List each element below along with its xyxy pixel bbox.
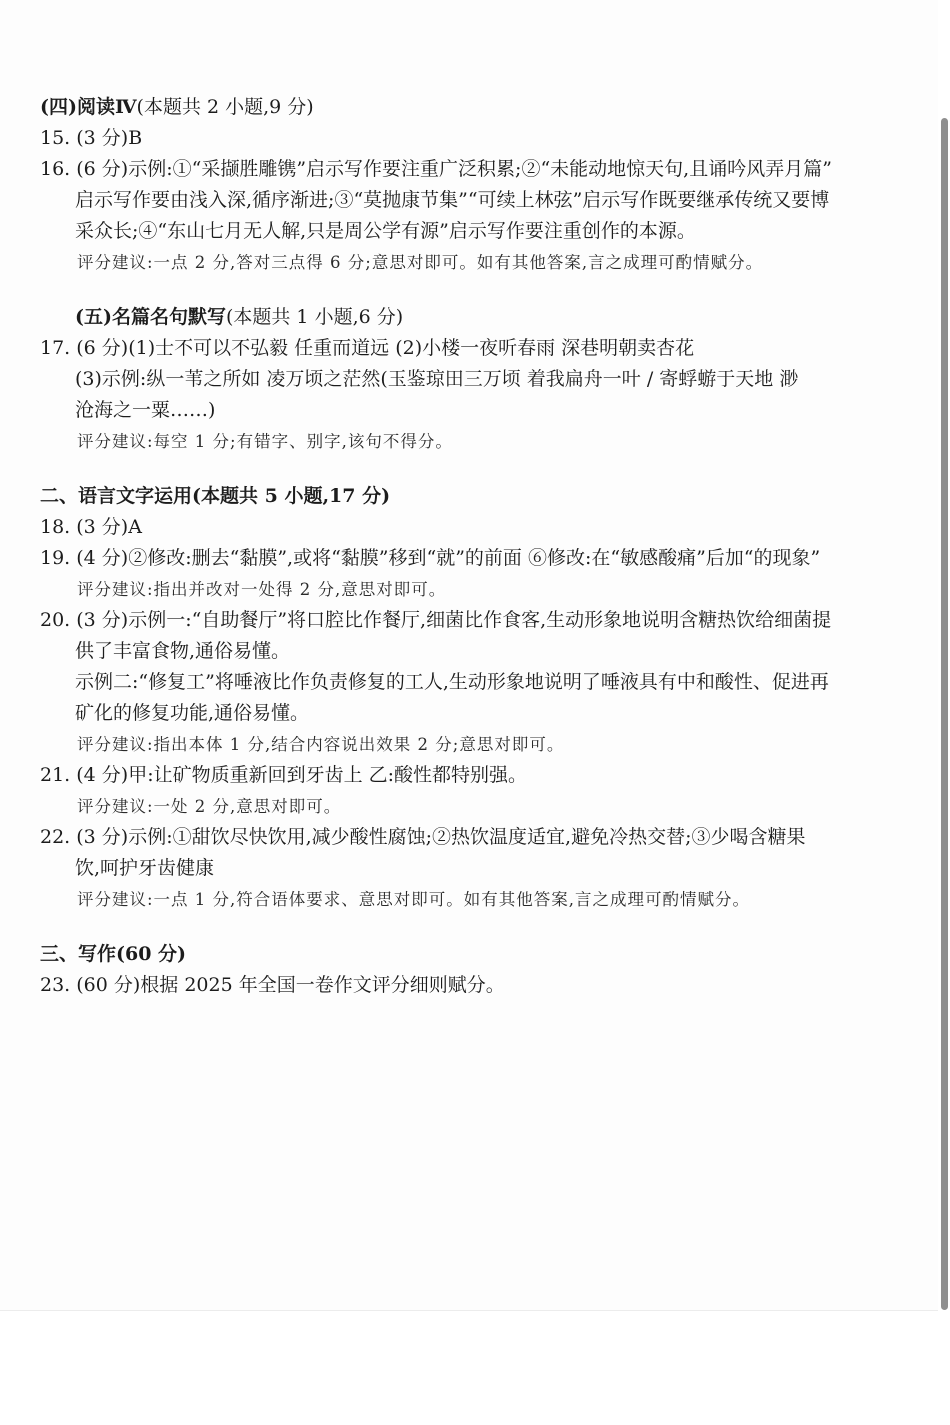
- answer-16-line-1: 16. (6 分)示例:①“采撷胜雕镌”启示写作要注重广泛积累;②“未能动地惊天句,且诵吟风弄月篇”: [40, 158, 832, 180]
- answer-19-scoring-note: 评分建议:指出并改对一处得 2 分,意思对即可。: [77, 580, 447, 599]
- answer-15: 15. (3 分)B: [40, 127, 143, 149]
- answer-16-line-2: 启示写作要由浅入深,循序渐进;③“莫抛康节集”“可续上林弦”启示写作既要继承传统又要博: [75, 189, 830, 211]
- section-5-heading: [40, 302, 918, 333]
- answer-22-line-2: 饮,呵护牙齿健康: [75, 857, 215, 879]
- vertical-scrollbar[interactable]: [941, 118, 948, 1310]
- answer-16-line-3: 采众长;④“东山七月无人解,只是周公学有源”启示写作要注重创作的本源。: [75, 220, 696, 242]
- section-4-meta: (本题共 2 小题,9 分): [136, 96, 314, 118]
- answer-20-line-1: 20. (3 分)示例一:“自助餐厅”将口腔比作餐厅,细菌比作食客,生动形象地说明含糖热饮给细菌提: [40, 609, 832, 631]
- section-4-title: (四)阅读Ⅳ: [40, 96, 137, 118]
- section-5-title: (五)名篇名句默写: [75, 306, 226, 328]
- answer-17-line-1: 17. (6 分)(1)士不可以不弘毅 任重而道远 (2)小楼一夜听春雨 深巷明朝卖杏花: [40, 337, 695, 359]
- answer-21-scoring-note: 评分建议:一处 2 分,意思对即可。: [77, 797, 342, 816]
- answer-17-scoring-note: 评分建议:每空 1 分;有错字、别字,该句不得分。: [77, 432, 453, 451]
- answer-22-line-1: 22. (3 分)示例:①甜饮尽快饮用,减少酸性腐蚀;②热饮温度适宜,避免冷热交替;③少喝含糖果: [40, 826, 806, 848]
- answer-19: 19. (4 分)②修改:删去“黏膜”,或将“黏膜”移到“就”的前面 ⑥修改:在“敏感酸痛”后加“的现象”: [40, 547, 821, 569]
- answer-17-line-2: (3)示例:纵一苇之所如 凌万顷之茫然(玉鉴琼田三万顷 着我扁舟一叶 / 寄蜉蝣于天地 渺: [75, 368, 799, 390]
- answer-20-line-2: 供了丰富食物,通俗易懂。: [75, 640, 291, 662]
- answer-18: 18. (3 分)A: [40, 516, 142, 538]
- section-5-meta: (本题共 1 小题,6 分): [225, 306, 404, 328]
- answer-20-line-4: 矿化的修复功能,通俗易懂。: [75, 702, 310, 724]
- answer-21: 21. (4 分)甲:让矿物质重新回到牙齿上 乙:酸性都特别强。: [40, 764, 528, 786]
- answer-17-line-3: 沧海之一粟……): [75, 399, 216, 421]
- part-3-heading: 三、写作(60 分): [40, 943, 187, 965]
- answer-22-scoring-note: 评分建议:一点 1 分,符合语体要求、意思对即可。如有其他答案,言之成理可酌情赋分。: [77, 890, 751, 909]
- answer-16-scoring-note: 评分建议:一点 2 分,答对三点得 6 分;意思对即可。如有其他答案,言之成理可酌情赋分。: [77, 253, 764, 272]
- part-2-heading: 二、语言文字运用(本题共 5 小题,17 分): [40, 485, 391, 507]
- answer-23: 23. (60 分)根据 2025 年全国一卷作文评分细则赋分。: [40, 974, 505, 996]
- answer-20-scoring-note: 评分建议:指出本体 1 分,结合内容说出效果 2 分;意思对即可。: [77, 735, 565, 754]
- answer-20-line-3: 示例二:“修复工”将唾液比作负责修复的工人,生动形象地说明了唾液具有中和酸性、促进再: [75, 671, 829, 693]
- section-4-heading: [40, 92, 918, 123]
- answer-key-content: [40, 92, 918, 1001]
